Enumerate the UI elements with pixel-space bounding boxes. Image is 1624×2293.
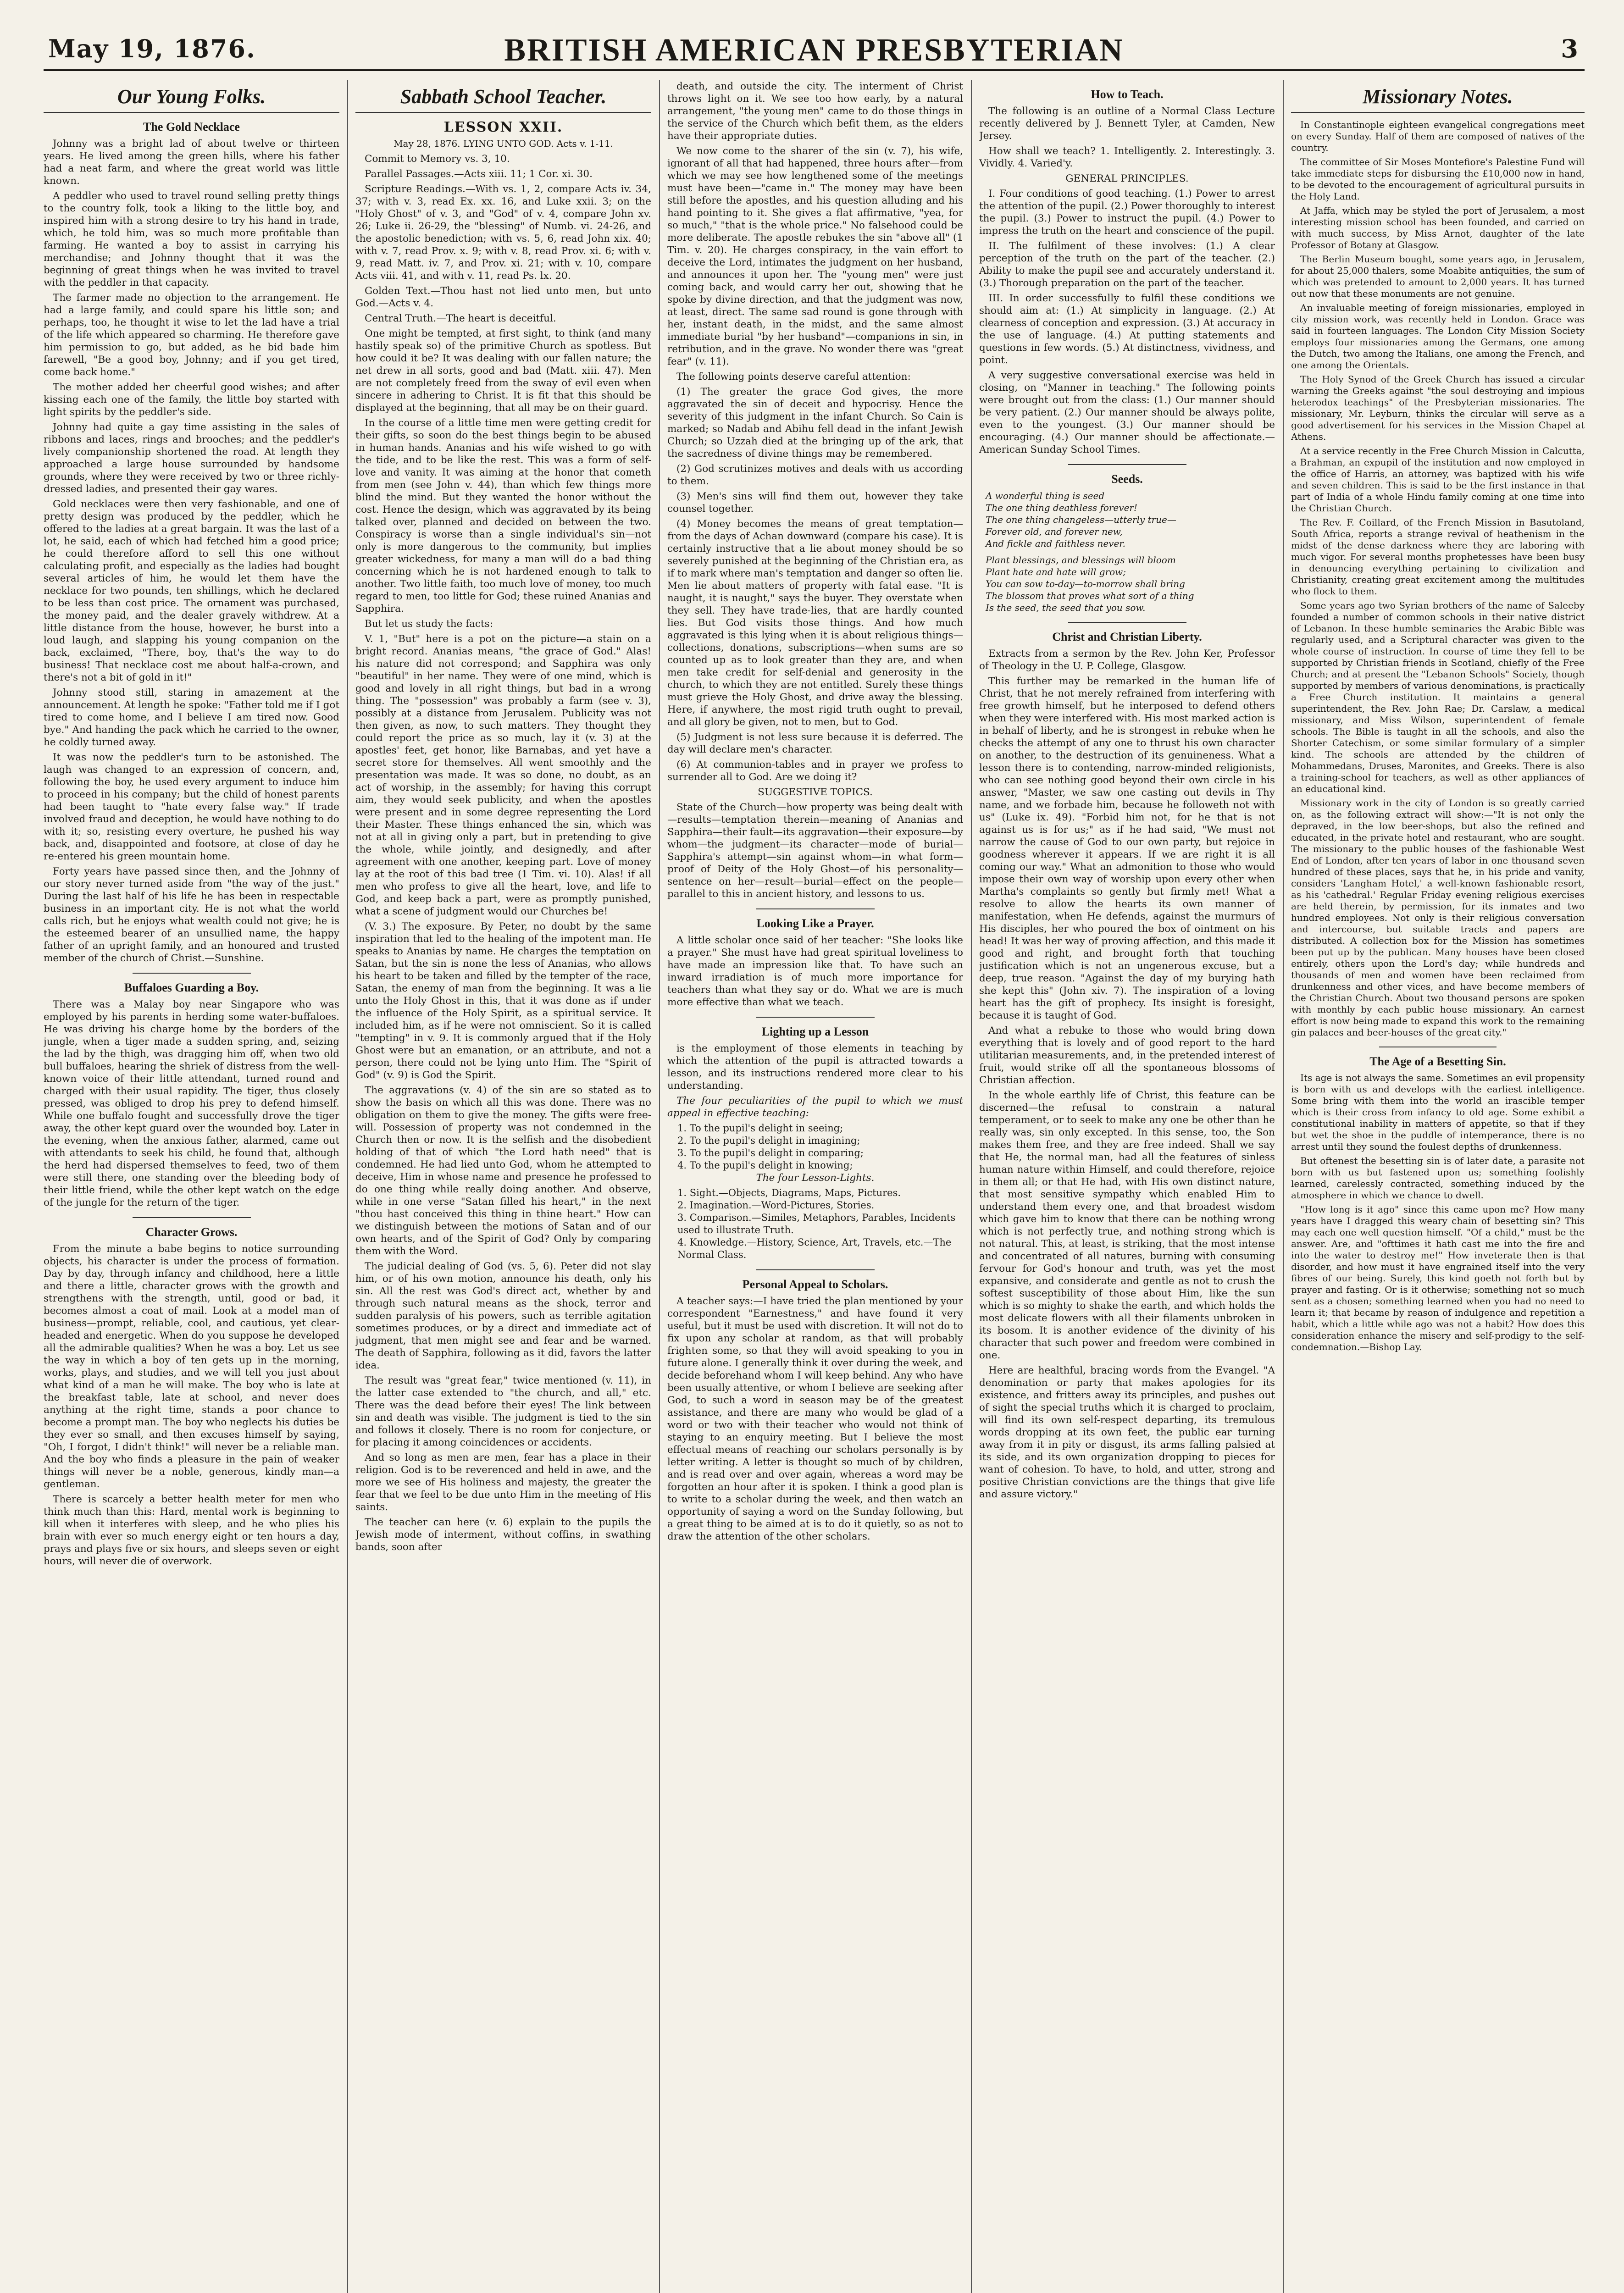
article-divider [756,1017,875,1018]
list-item: 3. To the pupil's delight in comparing; [677,1147,864,1158]
article-title-buffaloes: Buffaloes Guarding a Boy. [124,981,259,994]
article-divider [133,1217,251,1218]
article-title-besetting-sin: The Age of a Besetting Sin. [1369,1055,1506,1068]
column-rule [1283,80,1284,2293]
missionary-notes [1291,119,1585,1038]
paragraph: The following is an outline of a Normal Class Lecture recently delivered by J. Bennett Tyler, at Camden, New Jersey. [979,105,1275,142]
paragraph: (1) The greater the grace God gives, the more aggravated the sin of deceit and hypocrisy. Hence the severity of this judgment in the infant Church. So Cain is marked; so Nadab and Abihu fell dead in the infant Jewish Church; so Uzzah died at the bringing up of the ark, that the sacredness of divine things may be remembered. [667,386,963,460]
article-title-christian-liberty: Christ and Christian Liberty. [1052,630,1202,643]
paragraph: Its age is not always the same. Sometimes an evil propensity is born with us and develops with the earliest intelligence. Some bring with them into the world an irascible temper which is their cross from infancy to old age. Some exhibit a constitutional inability in matters of appetite, so that if they but wet the shoe in the puddle of intemperance, there is no arrest until they sound the foulest depths of drunkenness. [1291,1072,1585,1152]
paragraph: In the course of a little time men were getting credit for their gifts, so soon do the best things begin to be abused in human hands. Ananias and his wife wished to go with the tide, and to be like the rest. This was a form of self-love and vanity. It was aiming at the honor that cometh from men (see John v. 44), than which few things more blind the mind. But they wanted the honor without the cost. Hence the design, which was aggravated by its being talked over, planned and decided on between the two. Conspiracy is worse than a single individual's sin—not only is more dangerous to the community, but implies greater wickedness, for many a man will do a bad thing concerning which he is not hardened enough to talk to another. Two little faith, too much love of money, too much regard to men, too little for God; these ruined Ananias and Sapphira. [355,417,651,615]
poem-line: The blossom that proves what sort of a thing [986,590,1194,601]
column-4 [979,80,1275,2293]
section-heading-young-folks: Our Young Folks. [44,80,339,113]
paragraph: I. Four conditions of good teaching. (1.) Power to arrest the attention of the pupil. (2.) Power thoroughly to interest the pupil. (3.) Power to instruct the pupil. (4.) Power to impress the truth on the heart and conscience of the pupil. [979,188,1275,237]
paragraph: An invaluable meeting of foreign missionaries, employed in city mission work, was recently held in London. Grace was said in fourteen languages. The London City Mission Society employs four missionaries among the Germans, one among the Dutch, two among the Italians, one among the French, and one among the Orientals. [1291,302,1585,371]
paragraph: (6) At communion-tables and in prayer we profess to surrender all to God. Are we doing it? [667,759,963,783]
article-divider [756,908,875,909]
paragraph: But oftenest the besetting sin is of later date, a parasite not born with us but fastened upon us; something foolishly learned, carelessly contracted, something induced by the atmosphere in which we chance to dwell. [1291,1155,1585,1201]
paragraph: (V. 3.) The exposure. By Peter, no doubt by the same inspiration that led to the healing of the impotent man. He speaks to Ananias by name. He charges the temptation on Satan, but the sin is none the less of Ananias, who allows his heart to be taken and filled by the tempter of the race, Satan, the enemy of man from the beginning. It was a lie unto the Holy Ghost in this, that it was done as if under the influence of the Holy Spirit, as a spiritual service. It included him, as if he were not omniscient. So it is called "tempting" in v. 9. It is commonly argued that if the Holy Ghost were but an emanation, or an attribute, and not a person, there could not be lying unto Him. The "Spirit of God" (v. 9) is God the Spirit. [355,921,651,1081]
column-rule [347,80,348,2293]
issue-date: May 19, 1876. [48,34,256,63]
paragraph: V. 1, "But" here is a pot on the picture—a stain on a bright record. Ananias means, "the grace of God." Alas! his nature did not correspond; and Sapphira was only "beautiful" in her name. They were of one mind, which is good and lovely in all right things, but bad in a wrong thing. The "possession" was probably a farm (see v. 3), possibly at a distance from Jerusalem. Publicity was not then given, as now, to such matters. They thought they could report the price as so much, lay it (v. 3) at the apostles' feet, get honor, like Barnabas, and yet have a secret store for themselves. All went smoothly and the presentation was made. It was so done, no doubt, as an act of worship, in the assembly; for having this corrupt aim, they would seek publicity, and when the apostles were present and in some degree representing the Lord their Master. These things enhanced the sin, which was not at all in giving only a part, but in pretending to give the whole, while jointly, and designedly, and after agreement with one another, keeping part. Love of money lay at the root of this bad tree (1 Tim. vi. 10). Alas! if all men who profess to give all the heart, love, and life to God, and keep back a part, were as promptly punished, what a scene of judgment would our Churches be! [355,633,651,917]
paragraph: In the whole earthly life of Christ, this feature can be discerned—the refusal to constrain a natural temperament, or to seek to make any one be other than he really was, sin only excepted. In this sense, too, the Son makes them free, and they are free indeed. Shall we say that He, the normal man, had all the features of sinless human nature within Himself, and could therefore, rejoice in them all; or that He had, with His own distinct nature, that most sensitive sympathy which enabled Him to understand them every one, and that broadest wisdom which gave him to know that there can be nothing wrong which is not perfectly true, and nothing strong which is not natural. This, at least, is striking, that the most intense and concentrated of all natures, burning with consuming fervour for God's honour and truth, was yet the most expansive, and considerate and gentle as not to crush the softest susceptibility of those about Him, like the sun which is so mighty to shake the earth, and which holds the most delicate flowers with all their filaments unbroken in its bosom. It is another evidence of the divinity of his character that such power and freedom were combined in one. [979,1090,1275,1361]
list-item: 2. Imagination.—Word-Pictures, Stories. [677,1200,875,1211]
paragraph: Forty years have passed since then, and the Johnny of our story never turned aside from "the way of the just." During the last half of his life he has been in respectable business in an important city. He is not what the world calls rich, but he enjoys what wealth could not give; he is the esteemed bearer of an unsullied name, the happy father of an upright family, and an honoured and trusted member of the church of Christ.—Sunshine. [44,866,339,964]
poem-line: Plant blessings, and blessings will bloom [986,554,1176,565]
paragraph: (4) Money becomes the means of great temptation—from the days of Achan downward (compare his case). It is certainly instructive that a lie about money should be so severely punished at the beginning of the Christian era, as if to mark where man's temptation and danger so often lie. Men lie about matters of property with fatal ease. "It is naught, it is naught," says the buyer. They overstate when they sell. They have trade-lies, that are hardly counted lies. But God visits those things. And how much aggravated is this lying when it is about religious things—collections, donations, subscriptions—when sums are so counted up as to look greater than they are, and when men take credit for self-denial and generosity in the church, to which they are not entitled. Surely these things must grieve the Holy Ghost, and drive away the blessing. Here, if anywhere, the most rigid truth ought to prevail, and all glory be given, not to men, but to God. [667,518,963,728]
paragraph: (3) Men's sins will find them out, however they take counsel together. [667,491,963,515]
poem-line: The one thing changeless—utterly true— [986,514,1176,525]
newspaper-title: BRITISH AMERICAN PRESBYTERIAN [504,33,1124,68]
paragraph: (2) God scrutinizes motives and deals with us according to them. [667,463,963,487]
article-title-how-to-teach: How to Teach. [1091,88,1164,101]
list-item: 4. To the pupil's delight in knowing; [677,1160,853,1171]
paragraph: The mother added her cheerful good wishes; and after kissing each one of the family, the little boy started with light spirits by the peddler's side. [44,382,339,418]
paragraph: The committee of Sir Moses Montefiore's Palestine Fund will take immediate steps for disbursing the £10,000 now in hand, to be devoted to the encouragement of agricultural pursuits in the Holy Land. [1291,156,1585,202]
section-heading-sabbath-school: Sabbath School Teacher. [355,80,651,113]
poem-line: You can sow to-day—to-morrow shall bring [986,578,1185,589]
paragraph: is the employment of those elements in teaching by which the attention of the pupil is attracted towards a lesson, and its instructions rendered more clear to his understanding. [667,1043,963,1091]
paragraph: Johnny stood still, staring in amazement at the announcement. At length he spoke: "Father told me if I got tired to come home, and I believe I am tired now. Good bye." And handing the pack which he carried to the owner, he coldly turned away. [44,687,339,748]
poem-line: And fickle and faithless never. [986,538,1126,549]
column-rule [659,80,660,2293]
column-3 [667,80,963,2293]
paragraph: A very suggestive conversational exercise was held in closing, on "Manner in teaching." The following points were brought out from the class: (1.) Our manner should be very patient. (2.) Our manner should be always polite, even to the youngest. (3.) Our manner should be encouraging. (4.) Our manner should be affectionate.—American Sunday School Times. [979,370,1275,455]
subheading-general-principles: GENERAL PRINCIPLES. [1065,173,1189,184]
poem-line: Forever old, and forever new, [986,526,1123,537]
paragraph: At a service recently in the Free Church Mission in Calcutta, a Brahman, an expupil of the institution and now employed in the office of Harris, an attorney, was baptized with his wife and seven children. This is said to be the first instance in that part of India of a whole Hindu family coming at one time into the Christian Church. [1291,445,1585,514]
article-title-lighting-up-lesson: Lighting up a Lesson [761,1025,869,1038]
column-rule [971,80,972,2293]
list-item: 3. Comparison.—Similes, Metaphors, Parables, Incidents used to illustrate Truth. [677,1212,956,1235]
poem-seeds [979,490,1275,614]
paragraph: At Jaffa, which may be styled the port of Jerusalem, a most interesting mission school has been founded, and carried on with much success, by Miss Arnot, daughter of the late Professor of Botany at Glasgow. [1291,205,1585,250]
paragraph: II. The fulfilment of these involves: (1.) A clear perception of the truth on the part of the teacher. (2.) Ability to make the pupil see and accurately understand it. (3.) Thorough preparation on the part of the teacher. [979,240,1275,289]
list-item: 2. To the pupil's delight in imagining; [677,1135,860,1146]
paragraph: And what a rebuke to those who would bring down everything that is lovely and of good report to the hard utilitarian measurements, and, in the pretended interest of fruit, would strike off all the spontaneous blossoms of Christian affection. [979,1025,1275,1086]
paragraph: The Holy Synod of the Greek Church has issued a circular warning the Greeks against "the soul destroying and impious heterodox teachings" of the Presbyterian missionaries. The missionary, Mr. Leyburn, thinks the circular will serve as a good advertisement for his services in the Mission Chapel at Athens. [1291,374,1585,442]
list-item: 1. To the pupil's delight in seeing; [677,1123,843,1134]
paragraph: The following points deserve careful attention: [676,371,911,382]
section-heading-missionary-notes: Missionary Notes. [1291,80,1585,113]
list-item: 1. Sight.—Objects, Diagrams, Maps, Pictures. [677,1187,901,1198]
peculiarities-heading: The four peculiarities of the pupil to which we must appeal in effective teaching: [667,1095,963,1119]
subheading-suggestive-topics: SUGGESTIVE TOPICS. [758,786,873,798]
paragraph: Central Truth.—The heart is deceitful. [365,313,556,324]
paragraph: We now come to the sharer of the sin (v. 7), his wife, ignorant of all that had happened, three hours after—from which we may see how lengthened some of the meetings must have been—"came in." The money may have been still before the apostles, and his question alluding and his hand pointing to it. She gives a flat affirmative, "yea, for so much," "that is the whole price." No falsehood could be more deliberate. The apostle rebukes the sin "above all" (1 Tim. v. 20). He charges conspiracy, in the vain effort to deceive the Lord, intimates the judgment on her husband, and announces it upon her. The "young men" were just coming back, and would carry her out, showing that he spoke by divine direction, and that the judgment was now, at least, direct. The same sad round is gone through with her, instant death, in the midst, and the same almost immediate burial "by her husband"—companions in sin, in retribution, and in the grave. No wonder there was "great fear" (v. 11). [667,145,963,367]
paragraph: Johnny was a bright lad of about twelve or thirteen years. He lived among the green hills, where his father had a neat farm, and where the great world was little known. [44,138,339,187]
column-5 [1291,80,1585,2293]
paragraph: There was a Malay boy near Singapore who was employed by his parents in herding some water-buffaloes. He was driving his charge home by the borders of the jungle, when a tiger made a sudden spring, and, seizing the lad by the thigh, was dragging him off, when two old bull buffaloes, hearing the shriek of distress from the well-known voice of their little attendant, turned round and charged with their usual rapidity. The tiger, thus closely pressed, was obliged to drop his prey to defend himself. While one buffalo fought and successfully drove the tiger away, the other kept guard over the wounded boy. Later in the evening, when the anxious father, alarmed, came out with attendants to seek his child, he found that, although the herd had dispersed themselves to feed, two of them were still there, one standing over the bleeding body of their little friend, while the other kept watch on the edge of the jungle for the return of the tiger. [44,999,339,1208]
lesson-lights-list [667,1187,963,1261]
paragraph: Johnny had quite a gay time assisting in the sales of ribbons and laces, rings and brooches; and the peddler's lively companionship shortened the road. At length they approached a large house surrounded by handsome grounds, where they were received by two or three richly-dressed ladies, and presented their gay wares. [44,421,339,495]
article-title-looking-like-prayer: Looking Like a Prayer. [756,917,874,930]
poem-line: A wonderful thing is seed [986,490,1105,501]
paragraph: III. In order successfully to fulfil these conditions we should aim at: (1.) At simplicity in language. (2.) At clearness of conception and expression. (3.) At accuracy in the use of language. (4.) At putting statements and questions in few words. (5.) At distinctness, vividness, and point. [979,293,1275,366]
paragraph: Commit to Memory vs. 3, 10. [365,153,510,165]
page-number: 3 [1561,34,1578,63]
article-divider [133,973,251,974]
article-title-character-grows: Character Grows. [145,1225,238,1239]
paragraph: A peddler who used to travel round selling pretty things to the country folk, took a liking to the little boy, and inspired him with a strong desire to try his hand in trade, which, he told him, was so much more profitable than farming. He wanted a boy to assist in carrying his merchandise; and Johnny thought that it was the beginning of great things when he was invited to travel with the peddler in that capacity. [44,190,339,288]
paragraph: Missionary work in the city of London is so greatly carried on, as the following extract will show:—"It is not only the depraved, in the low beer-shops, but also the refined and educated, in the private hotel and restaurant, who are sought. The missionary to the public houses of the fashionable West End of London, after ten years of labor in one thousand seven hundred of these places, says that he, in his pride and vanity, considers 'Langham Hotel,' a well-known fashionable resort, as his 'cathedral.' Regular Friday evening religious exercises are held therein, by permission, for its inmates and two hundred employees. Not only is their religious conversation and intercourse, but suitable tracts and papers are distributed. A collection box for the Mission has sometimes been put up by the publican. Many houses have been closed entirely, others upon the Lord's day; while hundreds and thousands of men and women have been reclaimed from drunkenness and other vices, and have become members of the Christian Church. About two thousand persons are spoken with monthly by each public house missionary. An earnest effort is now being made to expand this work to the remaining gin palaces and beer-houses of the great city." [1291,798,1585,1038]
paragraph: The Rev. F. Coillard, of the French Mission in Basutoland, South Africa, reports a strange revival of heathenism in the midst of the dense darkness where they are laboring with much vigor. For several months prophetesses have been busy in denouncing everything pertaining to civilization and Christianity, creating great excitement among the multitudes who flock to them. [1291,517,1585,597]
paragraph: The aggravations (v. 4) of the sin are so stated as to show the basis on which all this was done. There was no obligation on them to give the money. The gifts were free-will. Possession of property was not condemned in the Church then or now. It is the selfish and the disobedient holding of that of which "the Lord hath need" that is condemned. He had lied unto God, whom he attempted to deceive, Him in whose name and presence he professed to do one thing while really doing another. And observe, while in one verse "Satan filled his heart," in the next "thou hast conceived this thing in thine heart." How can we distinguish between the motions of Satan and of our own hearts, and of the Spirit of God? Only by comparing them with the Word. [355,1085,651,1257]
masthead [44,32,1585,71]
paragraph: From the minute a babe begins to notice surrounding objects, his character is under the process of formation. Day by day, through infancy and childhood, here a little and there a little, character grows with the growth and strengthens with the strength, until, good or bad, it becomes almost a coat of mail. Look at a model man of business—prompt, reliable, cool, and cautious, yet clear-headed and energetic. When do you suppose he developed all the admirable qualities? When he was a boy. Let us see the way in which a boy of ten gets up in the morning, works, plays, and studies, and we will tell you just about what kind of a man he will make. The boy who is late at the breakfast table, late at school, and never does anything at the right time, stands a poor chance to become a prompt man. The boy who neglects his duties be they ever so small, and then excuses himself by saying, "Oh, I forgot, I didn't think!" will never be a reliable man. And the boy who finds a pleasure in the pain of weaker things will never be a noble, generous, kindly man—a gentleman. [44,1243,339,1490]
article-divider [756,1269,875,1270]
lesson-lights-heading: The four Lesson-Lights. [756,1172,875,1184]
paragraph: The result was "great fear," twice mentioned (v. 11), in the latter case extended to "the church, and all," etc. There was the dead before their eyes! The link between sin and death was visible. The judgment is tied to the sin and follows it closely. There is no room for conjecture, or for placing it among coincidences or accidents. [355,1375,651,1448]
paragraph: "How long is it ago" since this came upon me? How many years have I dragged this weary chain of besetting sin? This may each one well question himself. "Of a child," must be the answer. Are, and "ofttimes it hath cast me into the fire and into the water to destroy me!" How inveterate then is that disorder, and how must it have engrained itself into the very fibres of our being. Surely, this kind goeth not forth but by prayer and fasting. Or is it otherwise; something not so much sent as a chosen; something learned when you had no need to learn it; that became by reason of indulgence and repetition a habit, which a little while ago was not a habit? How does this consideration enhance the misery and self-prodigy to the self-condemnation.—Bishop Lay. [1291,1204,1585,1352]
lesson-number: LESSON XXII. [443,119,563,135]
paragraph: In Constantinople eighteen evangelical congregations meet on every Sunday. Half of them are composed of natives of the country. [1291,119,1585,153]
list-item: 4. Knowledge.—History, Science, Art, Travels, etc.—The Normal Class. [677,1237,952,1260]
lesson-body-continued [667,80,963,900]
paragraph: death, and outside the city. The interment of Christ throws light on it. We see too how early, by a natural arrangement, "the young men" came to do those things in the service of the Church which befit them, as the elders have their appropriate duties. [667,81,963,142]
article-divider [1068,464,1186,465]
paragraph: How shall we teach? 1. Intelligently. 2. Interestingly. 3. Vividly. 4. Varied'y. [979,145,1275,169]
paragraph: The judicial dealing of God (vs. 5, 6). Peter did not slay him, or of his own motion, announce his death, only his sin. All the rest was God's direct act, whether by and through such natural means as the shock, terror and sudden paralysis of his powers, such as terrible agitation sometimes produces, or by a direct and immediate act of judgment, that men might see and fear and be warned. The death of Sapphira, following as it did, favors the latter idea. [355,1261,651,1371]
lesson-subtitle: May 28, 1876. LYING UNTO GOD. Acts v. 1-11. [394,138,613,149]
article-divider [1068,622,1186,623]
paragraph: Golden Text.—Thou hast not lied unto men, but unto God.—Acts v. 4. [355,285,651,309]
paragraph: A teacher says:—I have tried the plan mentioned by your correspondent "Earnestness," and have found it very useful, but it must be used with discretion. It will not do to fix upon any scholar at random, as that will probably frighten some, so that they will avoid speaking to you in future alone. I generally think it over during the week, and decide beforehand whom I will keep behind. Any who have been usually attentive, or whom I believe are seeking after God, to such a word in season may be of the greatest assistance, and there are many who would be glad of a word or two with their teacher who would not think of staying to an enquiry meeting. But I believe the most effectual means of reaching our scholars personally is by letter writing. A letter is thought so much of by children, and is read over and over again, whereas a word may be forgotten an hour after it is spoken. I think a good plan is to write to a scholar during the week, and then watch an opportunity of saying a word on the Sunday following, but a great thing to be aimed at is to do it quietly, so as not to draw the attention of the other scholars. [667,1296,963,1542]
page-columns [44,80,1585,2293]
poem-line: Is the seed, the seed that you sow. [986,602,1146,613]
article-title-seeds: Seeds. [1111,472,1143,486]
paragraph: Some years ago two Syrian brothers of the name of Saleeby founded a number of common schools in their native district of Lebanon. In these humble seminaries the Arabic Bible was regularly used, and a Scriptural character was given to the whole course of instruction. In course of time they fell to be supported by Christian friends in Scotland, chiefly of the Free Church; and at present the "Lebanon Schools" Society, though supported by members of various denominations, is practically a Free Church institution. It maintains a general superintendent, the Rev. John Rae; Dr. Carslaw, a medical missionary, and Miss Wilson, superintendent of female schools. The Bible is taught in all the schools, and also the Shorter Catechism, or some similar formulary of a simpler kind. The schools are attended by the children of Mohammedans, Druses, Maronites, and Greeks. There is also a training-school for teachers, as well as other appliances of an educational kind. [1291,600,1585,794]
paragraph: But let us study the facts: [365,618,493,630]
paragraph: The teacher can here (v. 6) explain to the pupils the Jewish mode of interment, without coffins, in swathing bands, soon after [355,1517,651,1553]
paragraph: It was now the peddler's turn to be astonished. The laugh was changed to an expression of concern, and, following the boy, he used every argument to induce him to proceed in his company; but the child of honest parents had been taught to "hate every false way." If trade involved fraud and deception, he would have nothing to do with it; so, resisting every overture, he pushed his way back, and, disappointed and footsore, at close of day he re-entered his green mountain home. [44,752,339,862]
article-body-gold-necklace [44,138,339,964]
article-title-personal-appeal: Personal Appeal to Scholars. [742,1278,888,1291]
column-1 [44,80,339,2293]
peculiarities-list [667,1122,963,1172]
paragraph: Extracts from a sermon by the Rev. John Ker, Professor of Theology in the U. P. College, Glasgow. [979,648,1275,672]
paragraph: Parallel Passages.—Acts xiii. 11; 1 Cor. xi. 30. [365,168,593,180]
paragraph: (5) Judgment is not less sure because it is deferred. The day will declare men's character. [667,731,963,755]
paragraph: Here are healthful, bracing words from the Evangel. "A denomination or party that makes apologies for its existence, and fritters away its principles, and pushes out of sight the special truths which it is charged to proclaim, will find its own self-respect departing, its tremulous words dropping at its own feet, the public ear turning away from it in pity or disgust, its arms falling palsied at its side, and its own organization dropping to pieces for want of cohesion. To have, to hold, and utter, strong and positive Christian convictions are the things that give life and assure victory." [979,1365,1275,1500]
lesson-body [355,153,651,1553]
paragraph: A little scholar once said of her teacher: "She looks like a prayer." She must have had great spiritual loveliness to have made an impression like that. To have such an inward irradiation is of much more importance for teachers than what they say or do. What we are is much more effective than what we teach. [667,935,963,1008]
paragraph: One might be tempted, at first sight, to think (and many hastily speak so) of the primitive Church as spotless. But how could it be? It was dealing with our fallen nature; the net drew in all sorts, good and bad (Matt. xiii. 47). Men are not completely freed from the sway of evil even when sincere in adhering to Christ. It is fit that this should be displayed at the beginning, that all may be on their guard. [355,328,651,414]
column-2 [355,80,651,2293]
paragraph: The Berlin Museum bought, some years ago, in Jerusalem, for about 25,000 thalers, some Moabite antiquities, the sum of which was pretended to amount to 2,000 years. It has turned out now that these monuments are not genuine. [1291,254,1585,299]
paragraph: State of the Church—how property was being dealt with—results—temptation therein—meaning of Ananias and Sapphira—their fault—its aggravation—their exposure—by whom—the judgment—its character—mode of burial—Sapphira's attempt—sin against whom—in what form—proof of Deity of the Holy Ghost—of his personality—sentence on her—result—burial—effect on the people—parallel to this in ancient history, and lessons to us. [667,802,963,900]
paragraph: This further may be remarked in the human life of Christ, that he not merely refrained from interfering with free growth himself, but he interposed to defend others when they were interfered with. His most marked action is in behalf of liberty, and he is strongest in rebuke when he checks the attempt of any one to thrust his own character on another, to the destruction of its genuineness. What a lesson there is to contending, narrow-minded religionists, who can see nothing good beyond their own circle in his answer, "Master, we saw one casting out devils in Thy name, and we forbade him, because he followeth not with us" (Luke ix. 49). "Forbid him not, for he that is not against us is for us;" as if he had said, "We must not narrow the cause of God to our own party, but rejoice in goodness wherever it appears. If we are right it is all coming our way." What an admonition to those who would impose their own way of worship upon every other when Martha's complaints so gently but firmly met! What a resolve to allow the hearts its own manner of manifestation, when He defends, against the murmurs of His disciples, her who poured the box of ointment on his head! It was her way of proving affection, and this made it good and right, and brought forth that touching justification which is not an ungenerous excuse, but a deep, true reason. "Against the day of my burying hath she kept this" (John xiv. 7). The inspiration of a loving heart has the gift of prophecy. Its insight is foresight, because it is taught of God. [979,676,1275,1021]
paragraph: And so long as men are men, fear has a place in their religion. God is to be reverenced and held in awe, and the more we see of His holiness and majesty, the greater the fear that we feel to be due unto Him in the meeting of His saints. [355,1452,651,1513]
poem-line: The one thing deathless forever! [986,502,1138,513]
poem-line: Plant hate and hate will grow; [986,566,1126,577]
paragraph: Scripture Readings.—With vs. 1, 2, compare Acts iv. 34, 37; with v. 3, read Ex. xx. 16, and Luke xxii. 3; on the "Holy Ghost" of v. 3, and "God" of v. 4, compare John xv. 26; Luke ii. 26-29, the "blessing" of Numb. vi. 24-26, and the apostolic benediction; with vs. 5, 6, read John xix. 40; with v. 7, read Prov. x. 9; with v. 8, read Prov. xi. 6; with v. 9, read Matt. iv. 7, and Prov. xi. 21; with v. 10, compare Acts viii. 41, and with v. 11, read Ps. lx. 20. [355,183,651,282]
paragraph: Gold necklaces were then very fashionable, and one of pretty design was produced by the peddler, which he offered to the ladies at a great bargain. It was the last of a lot, he said, each of which had fetched him a good price; he could therefore afford to sell this one without calculating profit, and especially as the ladies had bought several articles of him, he would let them have the necklace for two pounds, ten shillings, which he declared to be less than cost price. The ornament was purchased, the money paid, and the dealer gravely withdrew. At a little distance from the house, however, he burst into a loud laugh, and slapping his young companion on the back, exclaimed, "There, boy, that's the way to do business! That necklace cost me about half-a-crown, and there's not a bit of gold in it!" [44,498,339,683]
article-title-gold-necklace: The Gold Necklace [143,120,240,133]
paragraph: The farmer made no objection to the arrangement. He had a large family, and could spare his little son; and perhaps, too, he thought it wise to let the lad have a trial of the life which appeared so charming. He therefore gave him permission to go, but added, as he bid bade him farewell, "Be a good boy, Johnny; and if you get tired, come back home." [44,292,339,378]
paragraph: There is scarcely a better health meter for men who think much than this: Hard, mental work is beginning to kill when it interferes with sleep, and he who plies his brain with ever so much energy eight or ten hours a day, prays and plays five or six hours, and sleeps seven or eight hours, will never die of overwork. [44,1494,339,1567]
